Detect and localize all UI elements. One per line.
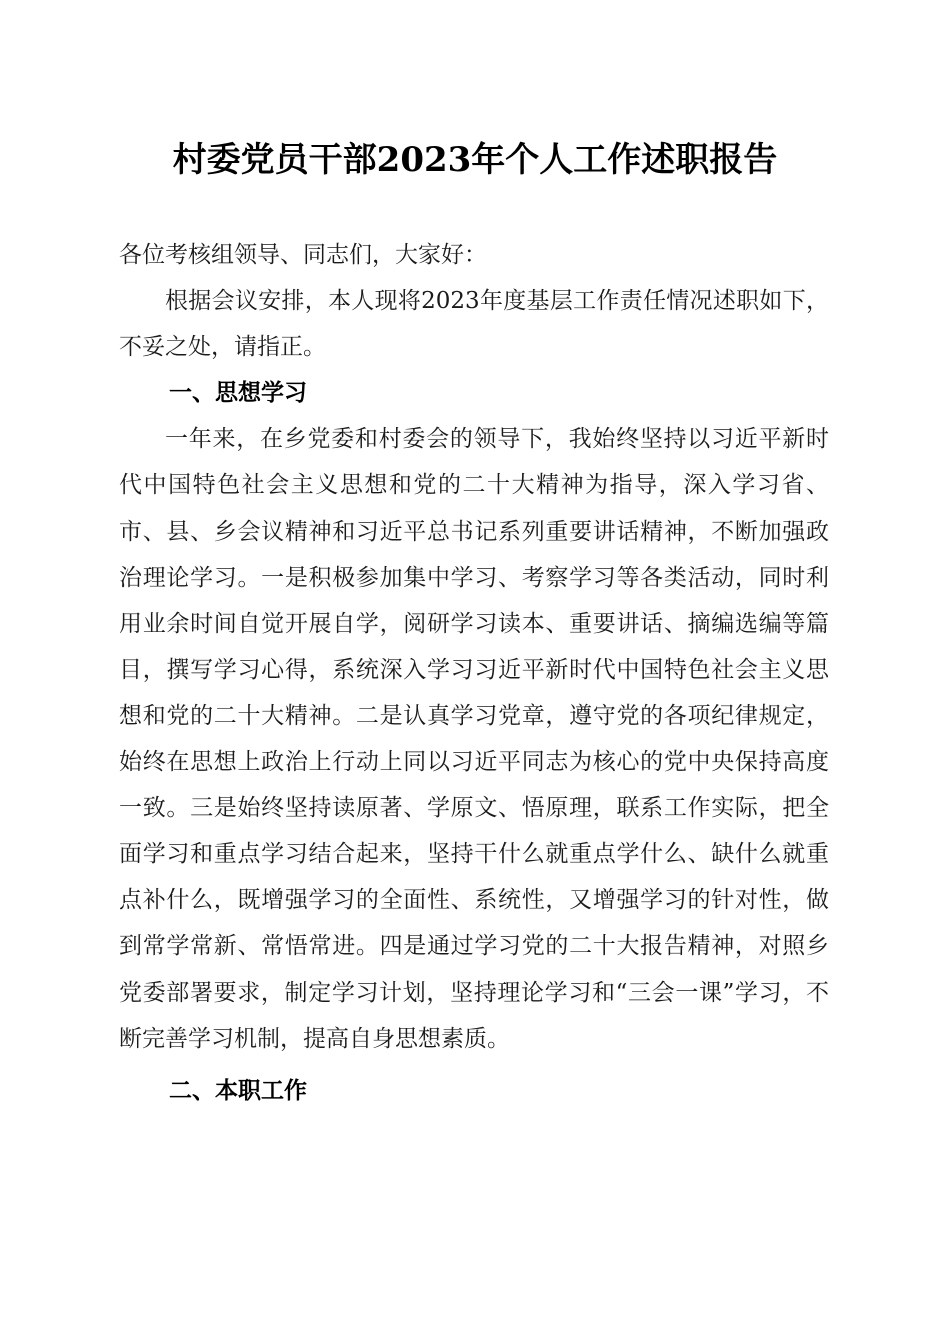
document-body: [119, 232, 829, 1114]
section-heading-duties: 二、本职工作: [169, 1077, 307, 1104]
intro-paragraph: 根据会议安排，本人现将2023年度基层工作责任情况述职如下，不妥之处，请指正。: [119, 288, 829, 361]
greeting-paragraph: 各位考核组领导、同志们，大家好：: [119, 242, 487, 268]
section-body-thought-study: 一年来，在乡党委和村委会的领导下，我始终坚持以习近平新时代中国特色社会主义思想和党的二十大精神为指导，深入学习省、市、县、乡会议精神和习近平总书记系列重要讲话精神，不断加强政治理论学习。一是积极参加集中学习、考察学习等各类活动，同时利用业余时间自觉开展自学，阅研学习读本、重要讲话、摘编选编等篇目，撰写学习心得，系统深入学习习近平新时代中国特色社会主义思想和党的二十大精神。二是认真学习党章，遵守党的各项纪律规定，始终在思想上政治上行动上同以习近平同志为核心的党中央保持高度一致。三是始终坚持读原著、学原文、悟原理，联系工作实际，把全面学习和重点学习结合起来，坚持干什么就重点学什么、缺什么就重点补什么，既增强学习的全面性、系统性，又增强学习的针对性，做到常学常新、常悟常进。四是通过学习党的二十大报告精神，对照乡党委部署要求，制定学习计划，坚持理论学习和“三会一课”学习，不断完善学习机制，提高自身思想素质。: [119, 426, 829, 1052]
section-heading-thought-study: 一、思想学习: [169, 380, 307, 407]
document-title: 村委党员干部2023年个人工作述职报告: [172, 140, 778, 180]
